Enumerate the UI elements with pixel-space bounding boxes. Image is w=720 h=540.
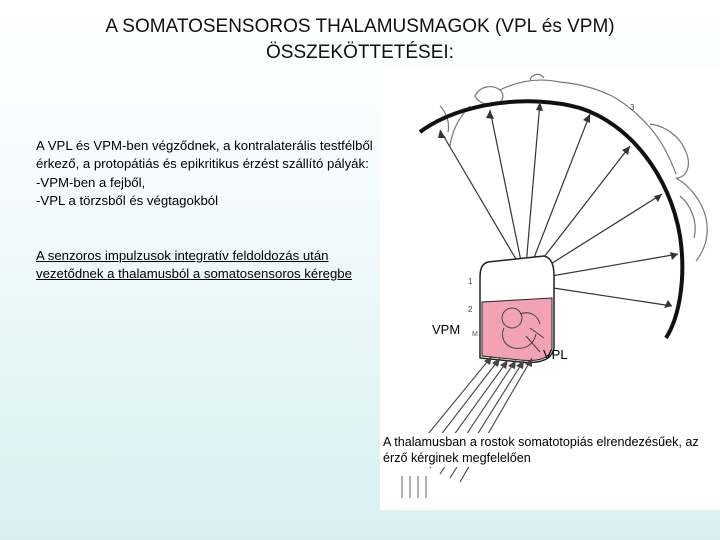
vpl-label: VPL bbox=[543, 347, 568, 362]
fiber-arrowheads bbox=[438, 102, 678, 308]
bullet-vpl: -VPL a törzsből és végtagokból bbox=[36, 192, 219, 208]
vpm-label: VPM bbox=[432, 322, 461, 337]
title-line-1: A SOMATOSENSOROS THALAMUSMAGOK (VPL és VPM) bbox=[105, 16, 615, 37]
body-text bbox=[36, 137, 396, 281]
cortex-note: A senzoros impulzusok integratív feldoldozás után vezetődnek a thalamusból a somatosensoros kéregbe bbox=[36, 248, 352, 281]
bullet-vpm: -VPM-ben a fejből, bbox=[36, 175, 146, 190]
number-label-2: 2 bbox=[468, 305, 473, 314]
small-m-label: M bbox=[472, 331, 478, 338]
figure-caption: A thalamusban a rostok somatotopiás elrendezésűek, az érző kérginek megfelelően bbox=[380, 433, 706, 467]
number-label-3: 3 bbox=[630, 103, 635, 112]
slide-title bbox=[40, 14, 680, 66]
homunculus-sketch bbox=[440, 74, 707, 261]
projection-fibers bbox=[440, 102, 678, 306]
intro-paragraph: A VPL és VPM-ben végződnek, a kontralaterális testfélből érkező, a protopátiás és epikritikus érzést szállító pályák: bbox=[36, 138, 373, 171]
lower-tick-marks bbox=[402, 476, 426, 498]
number-label-1: 1 bbox=[468, 277, 473, 286]
title-line-2: ÖSSZEKÖTTETÉSEI: bbox=[266, 42, 454, 63]
thalamus-nuclei-fill bbox=[482, 298, 552, 361]
